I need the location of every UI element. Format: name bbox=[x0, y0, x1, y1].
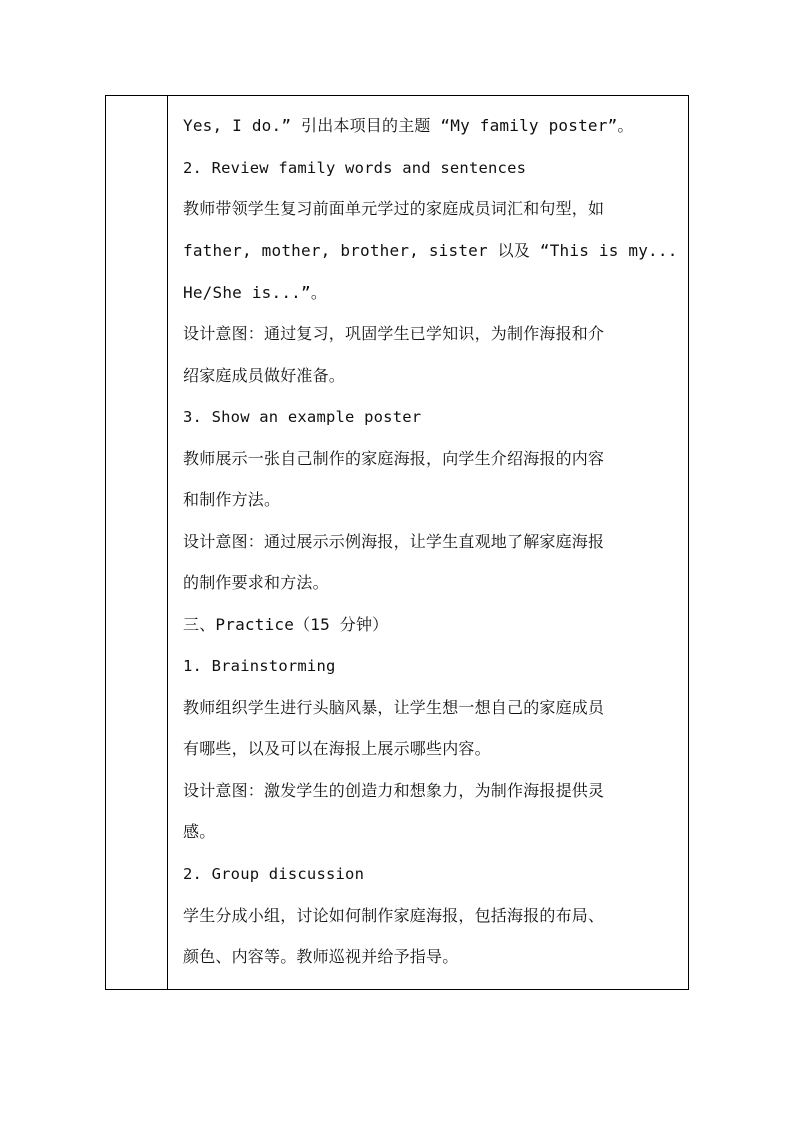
step-heading: 2. Group discussion bbox=[183, 865, 365, 883]
content-column bbox=[168, 96, 688, 989]
text-line: 教师组织学生进行头脑风暴，让学生想一想自己的家庭成员 bbox=[183, 698, 605, 717]
text-line: 和制作方法。 bbox=[183, 490, 281, 509]
design-intent-line: 设计意图：通过复习，巩固学生已学知识，为制作海报和介 bbox=[183, 324, 605, 343]
text-line: 教师展示一张自己制作的家庭海报，向学生介绍海报的内容 bbox=[183, 449, 605, 468]
step-heading: 1. Brainstorming bbox=[183, 657, 336, 675]
design-intent-line: 感。 bbox=[183, 822, 216, 841]
step-heading: 2. Review family words and sentences bbox=[183, 159, 527, 177]
design-intent-line: 的制作要求和方法。 bbox=[183, 573, 329, 592]
design-intent-line: 设计意图：通过展示示例海报，让学生直观地了解家庭海报 bbox=[183, 532, 605, 551]
text-line: 学生分成小组，讨论如何制作家庭海报，包括海报的布局、 bbox=[183, 906, 605, 925]
text-line: He/She is...”。 bbox=[183, 283, 328, 302]
text-line: Yes, I do.” 引出本项目的主题 “My family poster”。 bbox=[183, 116, 634, 135]
text-line: 教师带领学生复习前面单元学过的家庭成员词汇和句型，如 bbox=[183, 199, 605, 218]
design-intent-line: 设计意图：激发学生的创造力和想象力，为制作海报提供灵 bbox=[183, 781, 605, 800]
lesson-plan-table bbox=[105, 95, 689, 990]
left-label-column bbox=[106, 96, 168, 989]
text-line: father, mother, brother, sister 以及 “This is my... bbox=[183, 241, 678, 260]
design-intent-line: 绍家庭成员做好准备。 bbox=[183, 366, 346, 385]
text-line: 颜色、内容等。教师巡视并给予指导。 bbox=[183, 947, 459, 966]
step-heading: 3. Show an example poster bbox=[183, 408, 422, 426]
section-heading: 三、Practice（15 分钟） bbox=[183, 615, 389, 634]
text-line: 有哪些，以及可以在海报上展示哪些内容。 bbox=[183, 739, 491, 758]
